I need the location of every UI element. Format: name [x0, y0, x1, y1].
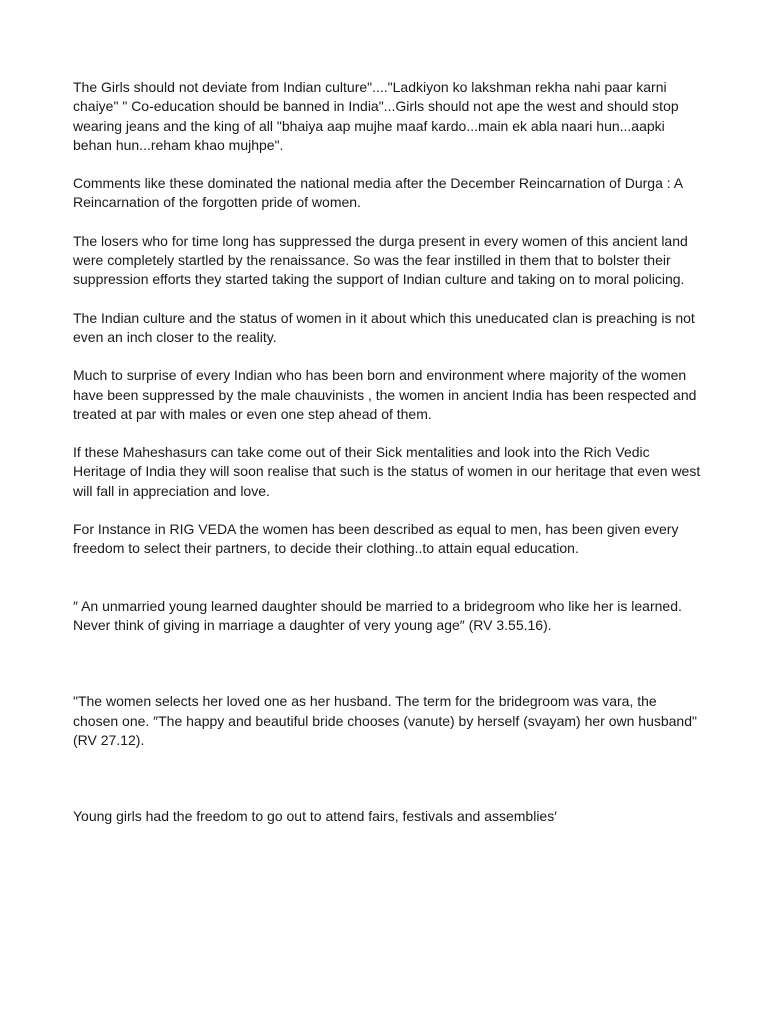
paragraph-losers-suppression: The losers who for time long has suppressed the durga present in every women of this ancient land were completely startled by the renaissance. So was the fear instilled in them that to bolster their suppression efforts they started taking the support of Indian culture and taking on to moral policing.	[73, 232, 688, 288]
paragraph-ancient-india: Much to surprise of every Indian who has been born and environment where majority of the women have been suppressed by the male chauvinists , the women in ancient India has been respected and treated at par with males or even one step ahead of them.	[73, 367, 697, 422]
paragraph-intro-quotes: The Girls should not deviate from Indian culture"...."Ladkiyon ko lakshman rekha nahi paar karni chaiye" " Co-education should be banned in India"...Girls should not ape the west and should stop wearing jeans and the king of all "bhaiya aap mujhe maaf kardo...main ek abla naari hun...aapki behan hun...reham khao mujhpe".	[73, 79, 679, 153]
paragraph-indian-culture: The Indian culture and the status of women in it about which this uneducated clan is preaching is not even an inch closer to the reality.	[73, 309, 695, 345]
paragraph-maheshasurs: If these Maheshasurs can take come out of their Sick mentalities and look into the Rich Vedic Heritage of India they will soon realise that such is the status of women in our heritage that even west will fall in appreciation and love.	[73, 444, 701, 499]
paragraph-media-comments: Comments like these dominated the national media after the December Reincarnation of Durga : A Reincarnation of the forgotten pride of women.	[73, 175, 683, 211]
quote-rv-3-55-16: ″ An unmarried young learned daughter should be married to a bridegroom who like her is learned. Never think of giving in marriage a daughter of very young age″ (RV 3.55.16).	[73, 597, 682, 633]
quote-rv-27-12: "The women selects her loved one as her husband. The term for the bridegroom was vara, the chosen one. ″The happy and beautiful bride chooses (vanute) by herself (svayam) her own husband" (RV 27.12).	[73, 693, 697, 748]
paragraph-rig-veda: For Instance in RIG VEDA the women has been described as equal to men, has been given every freedom to select their partners, to decide their clothing..to attain equal education.	[73, 521, 679, 557]
document-page	[73, 78, 703, 826]
paragraph-young-girls: Young girls had the freedom to go out to attend fairs, festivals and assemblies′	[73, 808, 557, 825]
